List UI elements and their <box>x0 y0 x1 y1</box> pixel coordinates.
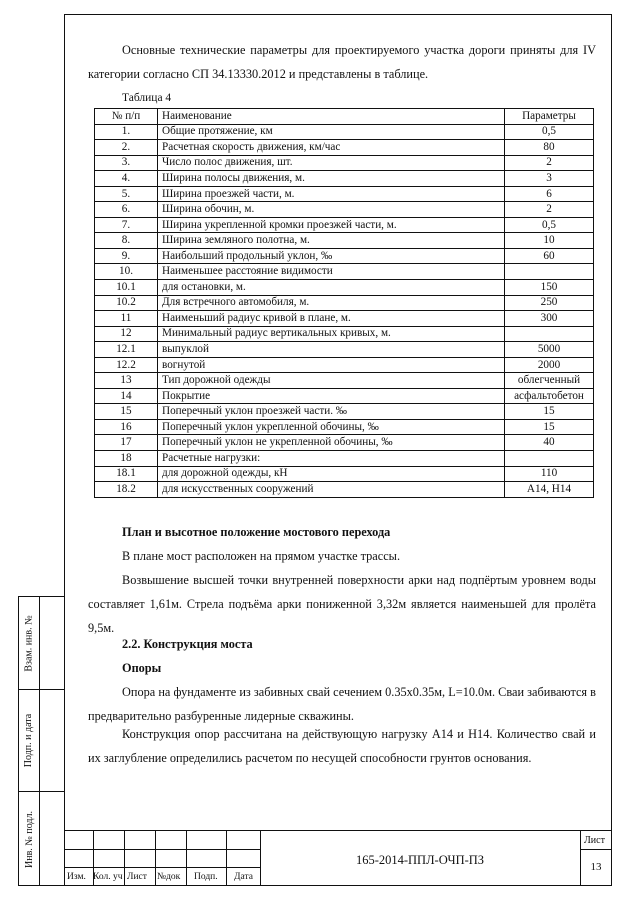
row-number: 12.1 <box>95 342 158 358</box>
table-row <box>95 342 594 358</box>
row-name: Ширина проезжей части, м. <box>158 186 505 202</box>
row-value: 300 <box>505 311 594 327</box>
row-value: 2000 <box>505 357 594 373</box>
doc-code: 165-2014-ППЛ-ОЧП-ПЗ <box>355 853 485 867</box>
row-value: облегченный <box>505 373 594 389</box>
plan-paragraph-2: Возвышение высшей точки внутренней поверхности арки над подпёртым уровнем воды составляет 1,61м. Стрела подъёма арки пониженной 3,32м является наименьшей для пролёта 9,5м. <box>88 573 596 635</box>
sheet-label: Лист <box>584 835 605 846</box>
row-name: для дорожной одежды, кН <box>158 466 505 482</box>
row-name: Расчетные нагрузки: <box>158 451 505 467</box>
row-number: 2. <box>95 140 158 156</box>
row-number: 4. <box>95 171 158 187</box>
row-number: 18 <box>95 451 158 467</box>
row-value: 0,5 <box>505 124 594 140</box>
row-number: 12.2 <box>95 357 158 373</box>
table-row <box>95 295 594 311</box>
row-number: 13 <box>95 373 158 389</box>
row-number: 18.1 <box>95 466 158 482</box>
row-name: Тип дорожной одежды <box>158 373 505 389</box>
row-name: выпуклой <box>158 342 505 358</box>
row-number: 14 <box>95 388 158 404</box>
row-value: 2 <box>505 155 594 171</box>
table-row <box>95 326 594 342</box>
row-value: 250 <box>505 295 594 311</box>
supports-paragraph-1: Опора на фундаменте из забивных свай сечением 0.35х0.35м, L=10.0м. Сваи забиваются в предварительно разбуренные лидерные скважины. <box>88 685 596 723</box>
row-name: Покрытие <box>158 388 505 404</box>
col-ndok: №док <box>157 872 181 882</box>
col-list: Лист <box>127 872 147 882</box>
section-construction-title: 2.2. Конструкция моста <box>122 637 253 651</box>
row-name: Для встречного автомобиля, м. <box>158 295 505 311</box>
table-caption: Таблица 4 <box>122 92 172 104</box>
row-number: 8. <box>95 233 158 249</box>
row-number: 18.2 <box>95 482 158 498</box>
row-name: для остановки, м. <box>158 280 505 296</box>
row-number: 5. <box>95 186 158 202</box>
row-name: Наименование <box>158 109 505 125</box>
table-row <box>95 264 594 280</box>
sheet-number: 13 <box>590 861 602 873</box>
row-value: 10 <box>505 233 594 249</box>
row-name: Ширина земляного полотна, м. <box>158 233 505 249</box>
row-value: 6 <box>505 186 594 202</box>
parameters-table <box>94 108 594 498</box>
side-podp: Подп. и дата <box>23 713 35 767</box>
table-row <box>95 419 594 435</box>
row-number: 1. <box>95 124 158 140</box>
row-number: 6. <box>95 202 158 218</box>
side-vzam: Взам. инв. № <box>23 614 35 672</box>
table-row <box>95 155 594 171</box>
col-izm: Изм. <box>67 872 86 882</box>
table-header-row <box>95 109 594 125</box>
row-value: 80 <box>505 140 594 156</box>
row-number: 15 <box>95 404 158 420</box>
row-value <box>505 326 594 342</box>
table-row <box>95 357 594 373</box>
col-kol: Кол. уч <box>93 872 123 882</box>
row-name: Наибольший продольный уклон, ‰ <box>158 248 505 264</box>
section-plan-title: План и высотное положение мостового перехода <box>122 525 391 539</box>
row-value: 15 <box>505 404 594 420</box>
row-name: для искусственных сооружений <box>158 482 505 498</box>
row-value: 40 <box>505 435 594 451</box>
col-data: Дата <box>234 872 253 882</box>
row-value <box>505 264 594 280</box>
row-name: Расчетная скорость движения, км/час <box>158 140 505 156</box>
row-name: Ширина полосы движения, м. <box>158 171 505 187</box>
row-name: Ширина обочин, м. <box>158 202 505 218</box>
row-number: № п/п <box>95 109 158 125</box>
row-name: вогнутой <box>158 357 505 373</box>
supports-paragraph-2: Конструкция опор рассчитана на действующую нагрузку А14 и Н14. Количество свай и их заглубление определились расчетом по несущей способности грунтов основания. <box>88 727 596 765</box>
row-number: 10.2 <box>95 295 158 311</box>
row-number: 9. <box>95 248 158 264</box>
table-row <box>95 140 594 156</box>
table-row <box>95 404 594 420</box>
table-row <box>95 171 594 187</box>
row-value: Параметры <box>505 109 594 125</box>
row-number: 10. <box>95 264 158 280</box>
table-row <box>95 311 594 327</box>
row-number: 11 <box>95 311 158 327</box>
row-name: Наименьший радиус кривой в плане, м. <box>158 311 505 327</box>
row-value: 150 <box>505 280 594 296</box>
table-row <box>95 202 594 218</box>
title-block <box>64 830 612 886</box>
table-row <box>95 186 594 202</box>
table-row <box>95 451 594 467</box>
row-value: 3 <box>505 171 594 187</box>
row-name: Поперечный уклон укрепленной обочины, ‰ <box>158 419 505 435</box>
col-podp: Подп. <box>194 872 218 882</box>
row-value <box>505 451 594 467</box>
row-value: 60 <box>505 248 594 264</box>
row-name: Поперечный уклон проезжей части. ‰ <box>158 404 505 420</box>
intro-paragraph: Основные технические параметры для проектируемого участка дороги приняты для IV категории согласно СП 34.13330.2012 и представлены в таблице. <box>88 43 596 81</box>
row-number: 12 <box>95 326 158 342</box>
row-value: А14, Н14 <box>505 482 594 498</box>
row-number: 16 <box>95 419 158 435</box>
table-row <box>95 248 594 264</box>
row-number: 3. <box>95 155 158 171</box>
row-name: Общие протяжение, км <box>158 124 505 140</box>
row-value: 15 <box>505 419 594 435</box>
side-stamp <box>18 596 64 886</box>
row-name: Минимальный радиус вертикальных кривых, м. <box>158 326 505 342</box>
row-name: Поперечный уклон не укрепленной обочины, ‰ <box>158 435 505 451</box>
row-number: 7. <box>95 217 158 233</box>
table-row <box>95 373 594 389</box>
row-name: Число полос движения, шт. <box>158 155 505 171</box>
row-number: 17 <box>95 435 158 451</box>
table-row <box>95 482 594 498</box>
row-value: 0,5 <box>505 217 594 233</box>
row-name: Ширина укрепленной кромки проезжей части, м. <box>158 217 505 233</box>
row-value: 110 <box>505 466 594 482</box>
row-value: 2 <box>505 202 594 218</box>
table-row <box>95 217 594 233</box>
table-row <box>95 388 594 404</box>
table-row <box>95 280 594 296</box>
table-row <box>95 466 594 482</box>
side-inv: Инв. № подл. <box>23 810 35 868</box>
table-row <box>95 233 594 249</box>
plan-paragraph-1: В плане мост расположен на прямом участке трассы. <box>122 549 401 563</box>
table-row <box>95 435 594 451</box>
supports-title: Опоры <box>122 661 162 675</box>
table-row <box>95 124 594 140</box>
row-value: 5000 <box>505 342 594 358</box>
row-number: 10.1 <box>95 280 158 296</box>
row-value: асфальтобетон <box>505 388 594 404</box>
row-name: Наименьшее расстояние видимости <box>158 264 505 280</box>
